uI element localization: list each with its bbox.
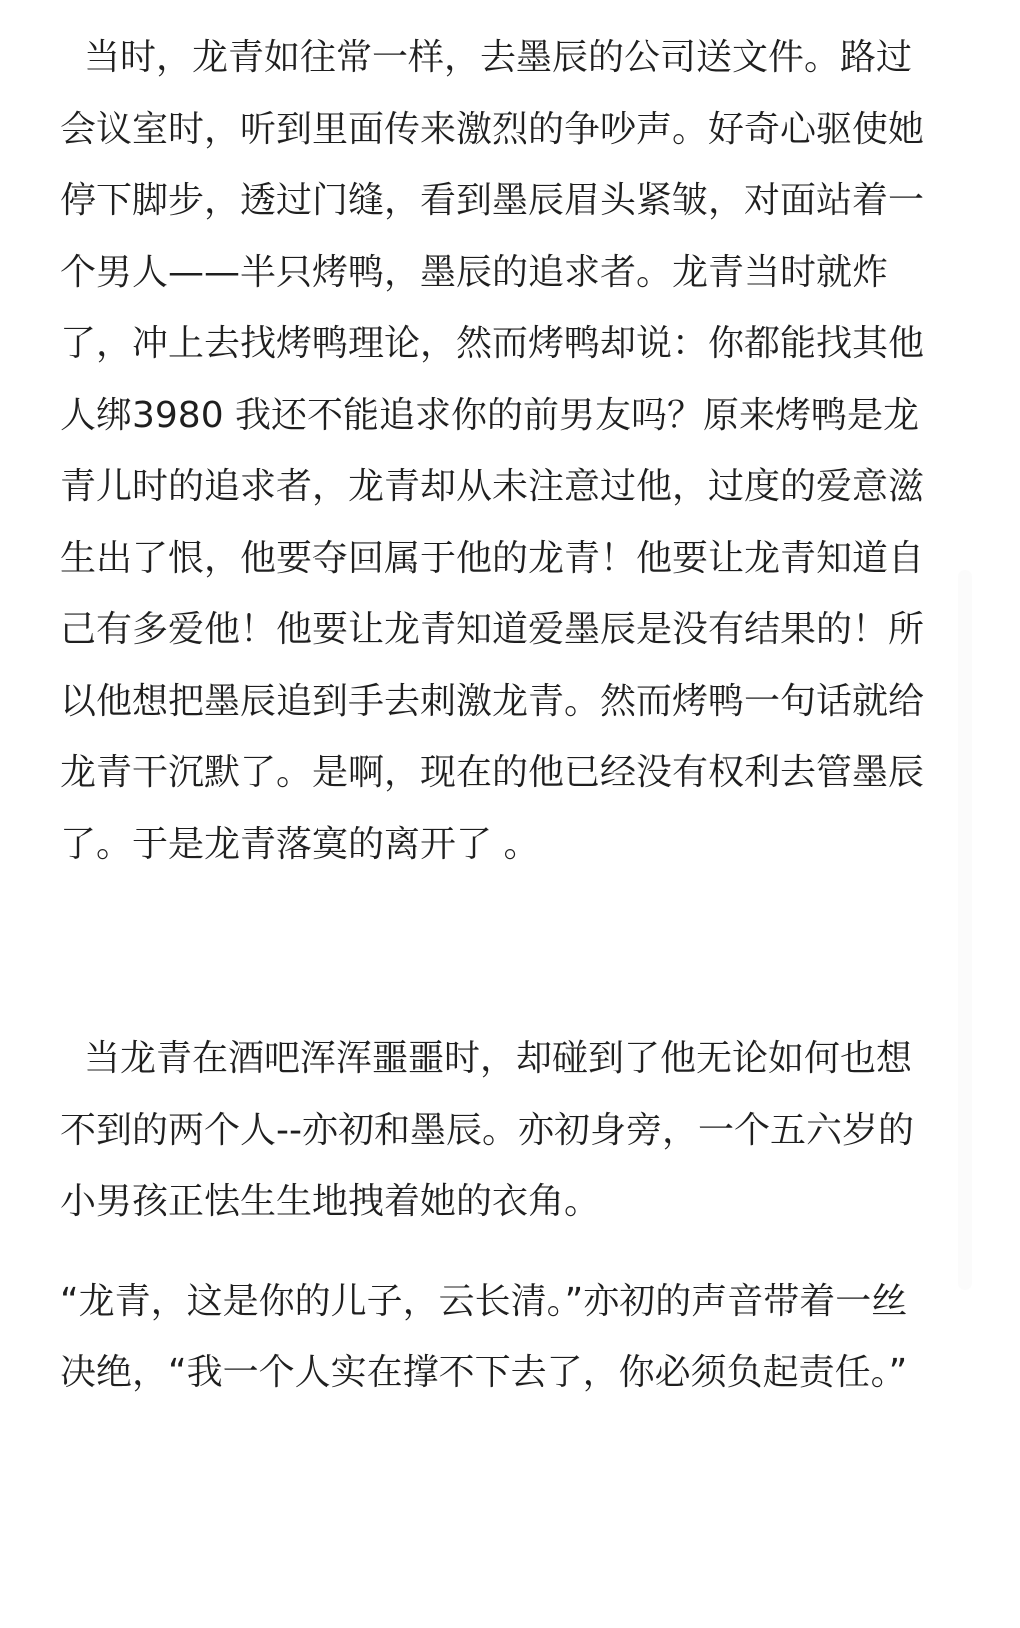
paragraph-1: 当时，龙青如往常一样，去墨辰的公司送文件。路过会议室时，听到里面传来激烈的争吵声。好奇心驱使她停下脚步，透过门缝，看到墨辰眉头紧皱，对面站着一个男人——半只烤鸭，墨辰的追求者。龙青当时就炸了，冲上去找烤鸭理论，然而烤鸭却说：你都能找其他人绑3980 我还不能追求你的前男友吗？原来烤鸭是龙青儿时的追求者，龙青却从未注意过他，过度的爱意滋生出了恨，他要夺回属于他的龙青！他要让龙青知道自己有多爱他！他要让龙青知道爱墨辰是没有结果的！所以他想把墨辰追到手去刺激龙青。然而烤鸭一句话就给龙青干沉默了。是啊，现在的他已经没有权利去管墨辰了。于是龙青落寞的离开了 。 [60,37,925,865]
article-body [60,22,940,1409]
scrollbar-track[interactable] [958,570,972,1290]
paragraph-2: 当龙青在酒吧浑浑噩噩时，却碰到了他无论如何也想不到的两个人--亦初和墨辰。亦初身旁，一个五六岁的小男孩正怯生生地拽着她的衣角。 [60,1038,914,1222]
paragraph-3: “龙青，这是你的儿子，云长清。”亦初的声音带着一丝决绝，“我一个人实在撑不下去了，你必须负起责任。” [60,1280,908,1393]
